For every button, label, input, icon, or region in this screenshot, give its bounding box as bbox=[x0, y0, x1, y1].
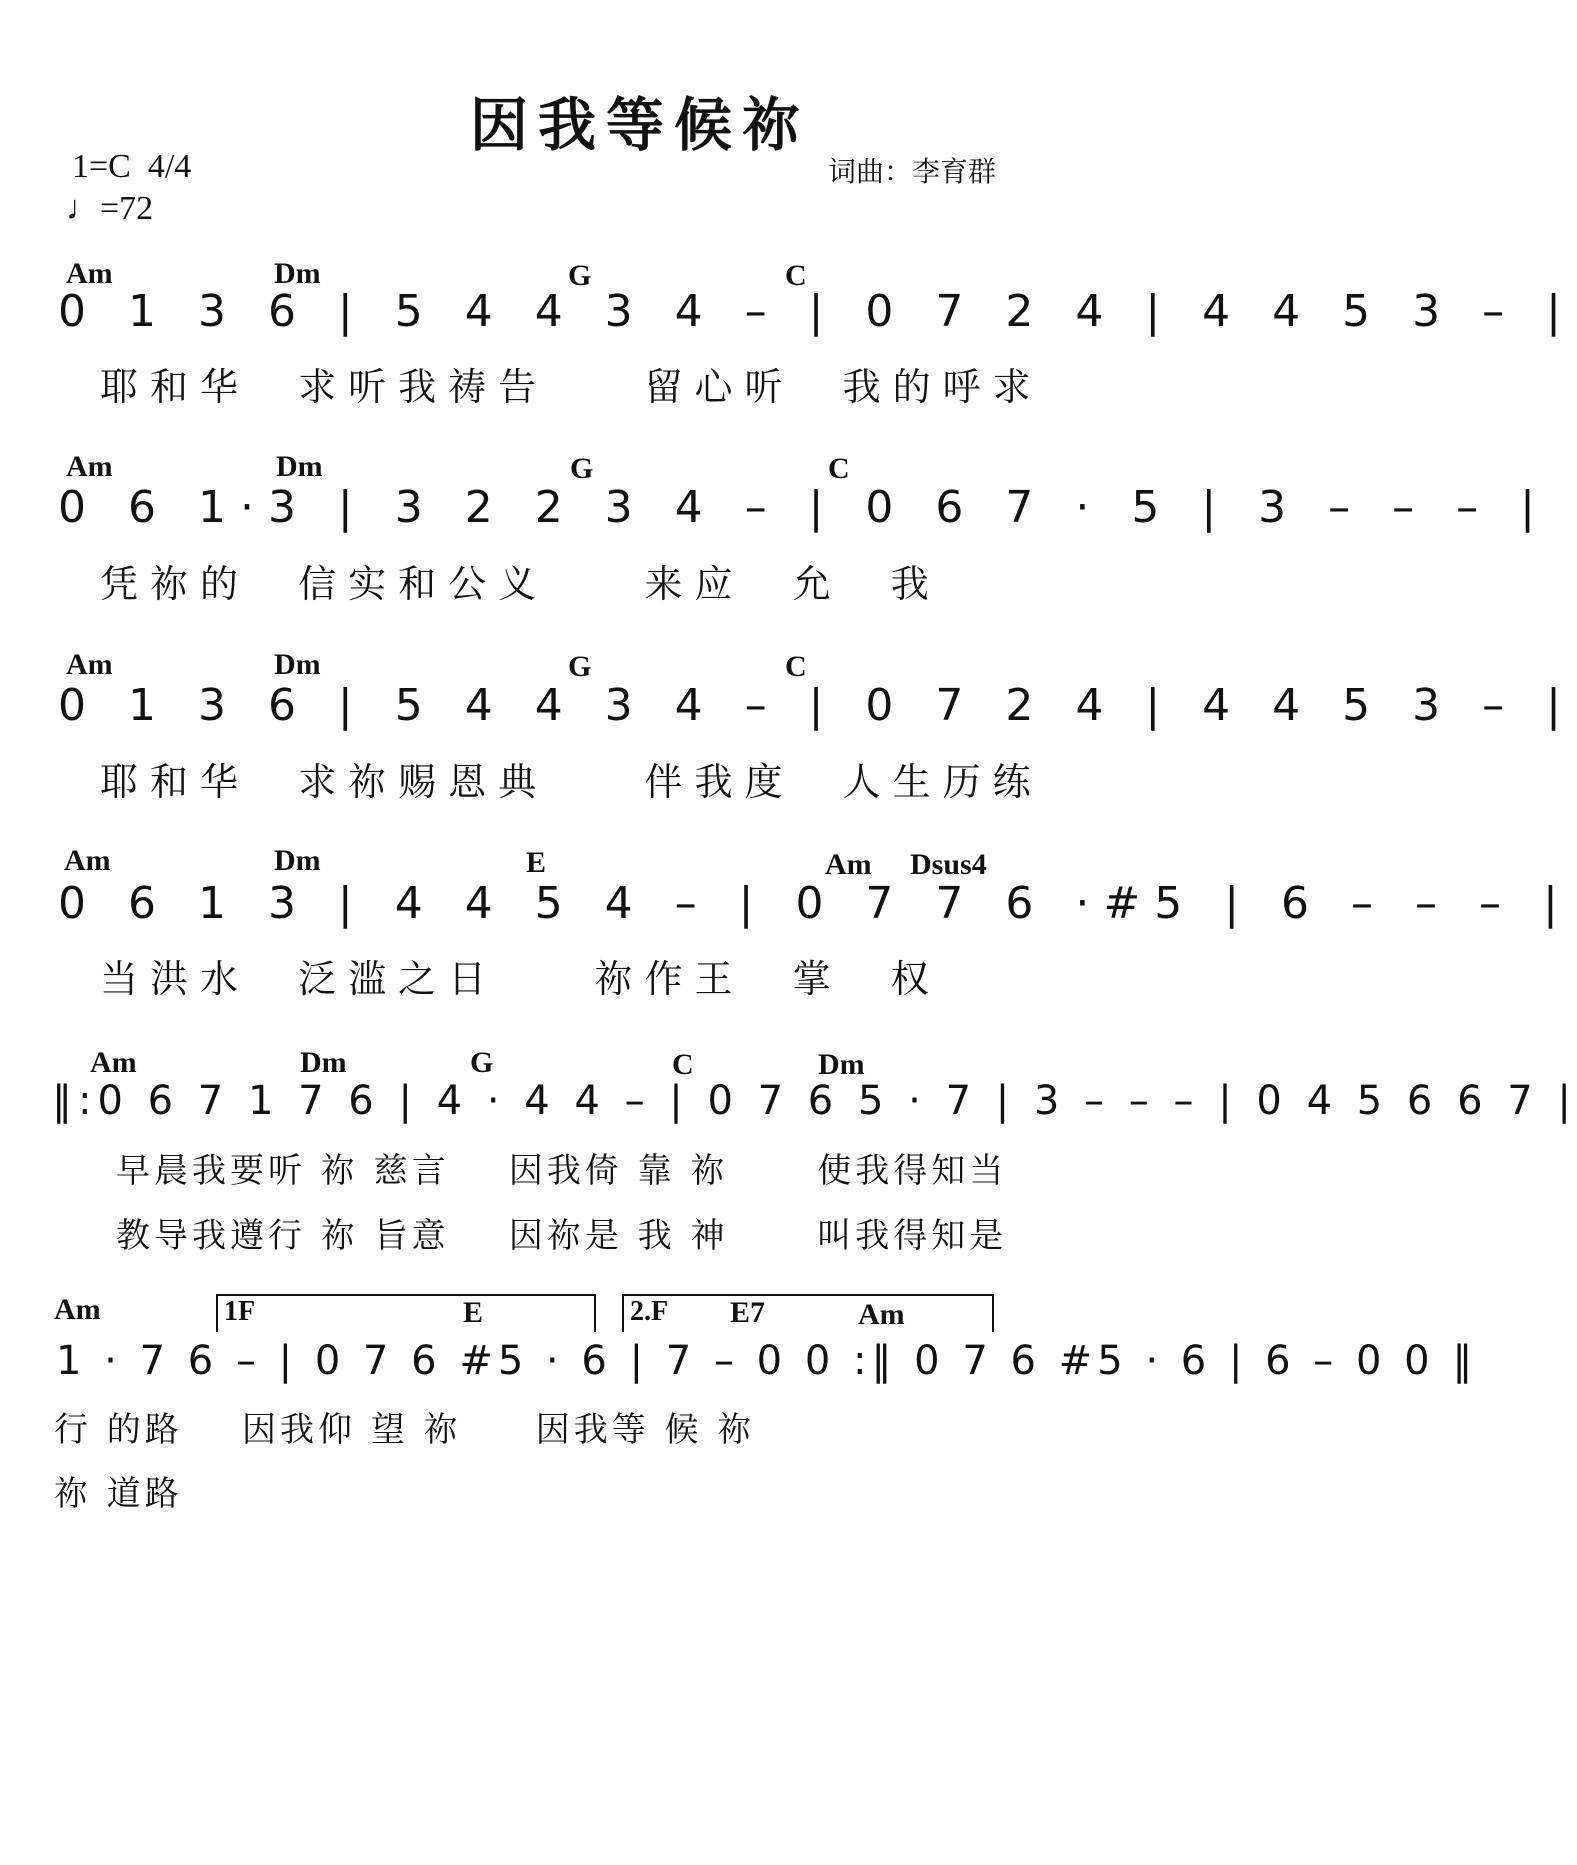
chord: G bbox=[570, 452, 594, 485]
chord: Dm bbox=[274, 648, 321, 681]
notation-line: 0 1 3 6 | 5 4 4 3 4 – | 0 7 2 4 | 4 4 5 3 – | bbox=[58, 286, 1575, 337]
lyric-line: 祢 道路 bbox=[54, 1474, 183, 1514]
lyric-line: 教导我遵行 祢 旨意 因祢是 我 神 叫我得知是 bbox=[116, 1216, 1008, 1256]
chord: Dsus4 bbox=[910, 848, 987, 881]
chord: Dm bbox=[300, 1046, 347, 1079]
chord: Dm bbox=[818, 1048, 865, 1081]
chord: Dm bbox=[274, 257, 321, 290]
notation-line: 0 6 1·3 | 3 2 2 3 4 – | 0 6 7 · 5 | 3 – – – | bbox=[58, 482, 1549, 533]
notation-line: 0 6 1 3 | 4 4 5 4 – | 0 7 7 6 ·#5 | 6 – – – | bbox=[58, 878, 1572, 929]
lyric-line: 当洪水 泛滥之日 祢作王 掌 权 bbox=[100, 957, 941, 1001]
notation-line: ‖:0 6 7 1 7 6 | 4 · 4 4 – | 0 7 6 5 · 7 | 3 – – – | 0 4 5 6 6 7 | bbox=[52, 1078, 1577, 1124]
first-ending-label: 1F bbox=[224, 1296, 256, 1327]
second-ending-label: 2.F bbox=[630, 1296, 669, 1327]
chord: Dm bbox=[274, 844, 321, 877]
lyric-line: 早晨我要听 祢 慈言 因我倚 靠 祢 使我得知当 bbox=[116, 1151, 1008, 1191]
chord: C bbox=[785, 650, 807, 683]
lyric-line: 耶和华 求祢赐恩典 伴我度 人生历练 bbox=[100, 760, 1043, 804]
chord: C bbox=[828, 452, 850, 485]
tempo-marking: ♩=72 bbox=[66, 190, 154, 227]
chord: G bbox=[568, 650, 592, 683]
chord: Am bbox=[90, 1046, 137, 1079]
chord: Am bbox=[66, 257, 113, 290]
notation-line: 0 1 3 6 | 5 4 4 3 4 – | 0 7 2 4 | 4 4 5 3 – | bbox=[58, 680, 1575, 731]
chord: C bbox=[672, 1048, 694, 1081]
chord: Dm bbox=[276, 450, 323, 483]
chord: G bbox=[470, 1046, 494, 1079]
chord: E bbox=[463, 1296, 484, 1329]
notation-line: 1 · 7 6 – | 0 7 6 #5 · 6 | 7 – 0 0 :‖ 0 7 6 #5 · 6 | 6 – 0 0 ‖ bbox=[56, 1338, 1478, 1384]
chord: C bbox=[785, 259, 807, 292]
chord: Am bbox=[64, 844, 111, 877]
song-title: 因我等候祢 bbox=[469, 91, 810, 159]
lyric-line: 行 的路 因我仰 望 祢 因我等 候 祢 bbox=[54, 1410, 756, 1450]
first-ending-bracket bbox=[216, 1294, 596, 1332]
chord: Am bbox=[54, 1293, 101, 1326]
chord: Am bbox=[66, 648, 113, 681]
second-ending-bracket bbox=[622, 1294, 994, 1332]
chord: Am bbox=[858, 1298, 905, 1331]
composer-credit: 词曲：李育群 bbox=[828, 155, 997, 188]
chord: G bbox=[568, 259, 592, 292]
chord: Am bbox=[66, 450, 113, 483]
key-time-signature: 1=C 4/4 bbox=[72, 148, 192, 185]
lyric-line: 凭祢的 信实和公义 来应 允 我 bbox=[100, 562, 941, 606]
chord: E bbox=[526, 846, 547, 879]
chord: E7 bbox=[730, 1296, 766, 1329]
chord: Am bbox=[825, 848, 872, 881]
lyric-line: 耶和华 求听我祷告 留心听 我的呼求 bbox=[100, 365, 1043, 409]
